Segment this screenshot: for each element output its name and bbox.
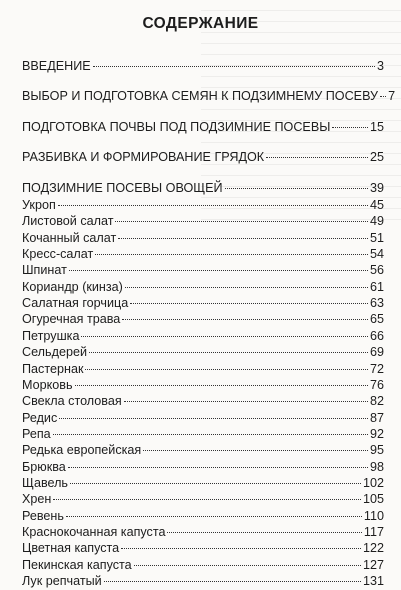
toc-entry-label: Листовой салат <box>22 214 114 229</box>
toc-entry-page: 66 <box>369 328 384 343</box>
toc-entry-page: 105 <box>362 492 384 507</box>
leader-dots <box>59 418 368 419</box>
leader-dots <box>58 205 368 206</box>
toc-entry-label: РАЗБИВКА И ФОРМИРОВАНИЕ ГРЯДОК <box>22 150 265 164</box>
toc-entry-page: 15 <box>369 120 384 134</box>
toc-entry-page: 51 <box>369 230 384 245</box>
toc-entry-label: ВЫБОР И ПОДГОТОВКА СЕМЯН К ПОДЗИМНЕМУ ПОСЕВУ <box>22 89 379 103</box>
leader-dots <box>81 336 368 337</box>
leader-dots <box>134 565 361 566</box>
toc-entry-label: ПОДГОТОВКА ПОЧВЫ ПОД ПОДЗИМНИЕ ПОСЕВЫ <box>22 120 331 134</box>
toc-entry-label: Кочанный салат <box>22 230 117 245</box>
toc-entry-page: 61 <box>369 279 384 294</box>
toc-entry-page: 72 <box>369 361 384 376</box>
toc-entry-page: 127 <box>362 557 384 572</box>
toc-entry-page: 131 <box>362 574 384 588</box>
toc-entry-page: 45 <box>369 198 384 212</box>
toc-entry[interactable] <box>22 556 384 574</box>
toc-entry-label: Кориандр (кинза) <box>22 279 123 294</box>
toc-entry-page: 63 <box>369 296 384 311</box>
toc-entry-label: Цветная капуста <box>22 541 120 556</box>
toc-entry-label: ПОДЗИМНИЕ ПОСЕВЫ ОВОЩЕЙ <box>22 181 223 195</box>
toc-entry-seed-selection[interactable] <box>22 87 396 105</box>
toc-entry[interactable] <box>22 360 384 378</box>
toc-entry-page: 95 <box>369 443 384 458</box>
toc-entry[interactable] <box>22 507 384 525</box>
toc-entry-label: Морковь <box>22 377 73 392</box>
toc-entry[interactable] <box>22 196 384 214</box>
leader-dots <box>380 96 386 97</box>
toc-entry-label: Репа <box>22 426 51 441</box>
leader-dots <box>89 352 368 353</box>
toc-entry[interactable] <box>22 278 384 296</box>
leader-dots <box>53 499 361 500</box>
toc-entry[interactable] <box>22 343 384 361</box>
leader-dots <box>122 319 368 320</box>
leader-dots <box>118 238 368 239</box>
toc-entry-winter-sowing[interactable] <box>22 179 384 197</box>
toc-entry-label: Пастернак <box>22 361 84 376</box>
toc-entry-label: Шпинат <box>22 263 67 278</box>
toc-entry-label: Петрушка <box>22 328 80 343</box>
leader-dots <box>124 401 368 402</box>
toc-entry-label: Укроп <box>22 198 56 212</box>
toc-entry[interactable] <box>22 572 384 590</box>
toc-entry-page: 102 <box>362 475 384 490</box>
toc-entry-label: Лук репчатый <box>22 574 102 588</box>
toc-entry-page: 92 <box>369 426 384 441</box>
toc-entry-label: Редис <box>22 410 58 425</box>
toc-entry[interactable] <box>22 376 384 394</box>
toc-entry-label: Ревень <box>22 508 64 523</box>
toc-entry[interactable] <box>22 458 384 476</box>
toc-entry-page: 49 <box>369 214 384 229</box>
leader-dots <box>95 254 368 255</box>
toc-entry-label: Огуречная трава <box>22 312 121 327</box>
toc-entry-label: Хрен <box>22 492 52 507</box>
toc-entry-label: Редька европейская <box>22 443 142 458</box>
toc-entry-label: Краснокочанная капуста <box>22 525 166 539</box>
leader-dots <box>69 270 368 271</box>
leader-dots <box>68 467 368 468</box>
toc-entry-page: 122 <box>362 541 384 556</box>
toc-entry-label: Салатная горчица <box>22 296 129 311</box>
toc-entry-page: 98 <box>369 459 384 474</box>
leader-dots <box>115 221 368 222</box>
toc-entry-page: 65 <box>369 312 384 327</box>
toc-entry-label: Пекинская капуста <box>22 557 132 572</box>
leader-dots <box>167 532 361 533</box>
toc-entry-page: 7 <box>388 89 396 103</box>
leader-dots <box>85 369 368 370</box>
leader-dots <box>143 450 368 451</box>
leader-dots <box>66 516 362 517</box>
leader-dots <box>75 385 368 386</box>
toc-entry[interactable] <box>22 245 384 263</box>
toc-entry-label: Щавель <box>22 475 68 490</box>
leader-dots <box>266 157 368 158</box>
leader-dots <box>225 188 368 189</box>
toc-entry[interactable] <box>22 490 384 508</box>
toc-entry[interactable] <box>22 310 384 328</box>
toc-entry-soil-preparation[interactable] <box>22 118 384 136</box>
toc-entry[interactable] <box>22 523 384 541</box>
toc-entry-page: 39 <box>369 181 384 195</box>
toc-entry-page: 82 <box>369 394 384 409</box>
toc-entry-page: 3 <box>376 59 384 73</box>
toc-entry[interactable] <box>22 212 384 230</box>
toc-entry-label: Свекла столовая <box>22 394 122 409</box>
toc-entry-page: 69 <box>369 345 384 360</box>
toc-entry[interactable] <box>22 409 384 427</box>
toc-entry[interactable] <box>22 229 384 247</box>
leader-dots <box>104 581 361 582</box>
toc-entry-page: 76 <box>369 377 384 392</box>
toc-entry-page: 110 <box>363 508 384 523</box>
toc-entry-introduction[interactable] <box>22 57 384 75</box>
leader-dots <box>332 127 368 128</box>
toc-entry[interactable] <box>22 539 384 557</box>
toc-entry-label: Кресс-салат <box>22 247 94 261</box>
toc-entry-label: Брюква <box>22 459 66 474</box>
leader-dots <box>53 434 368 435</box>
toc-entry[interactable] <box>22 261 384 279</box>
toc-entry[interactable] <box>22 425 384 443</box>
toc-entry-beds[interactable] <box>22 148 384 166</box>
toc-entry-page: 87 <box>369 410 384 425</box>
toc-entry[interactable] <box>22 441 384 459</box>
leader-dots <box>70 483 361 484</box>
leader-dots <box>130 303 368 304</box>
toc-entry-page: 117 <box>363 525 384 539</box>
leader-dots <box>121 548 361 549</box>
page-title: СОДЕРЖАНИЕ <box>142 15 259 32</box>
toc-entry[interactable] <box>22 474 384 492</box>
toc-entry[interactable] <box>22 294 384 312</box>
toc-entry-page: 25 <box>369 150 384 164</box>
toc-entry[interactable] <box>22 327 384 345</box>
toc-entry-label: Сельдерей <box>22 345 87 360</box>
toc-entry-label: ВВЕДЕНИЕ <box>22 59 91 73</box>
toc-entry-page: 54 <box>369 247 384 261</box>
toc-entry[interactable] <box>22 392 384 410</box>
toc-entry-page: 56 <box>369 263 384 278</box>
leader-dots <box>125 287 368 288</box>
leader-dots <box>93 66 375 67</box>
